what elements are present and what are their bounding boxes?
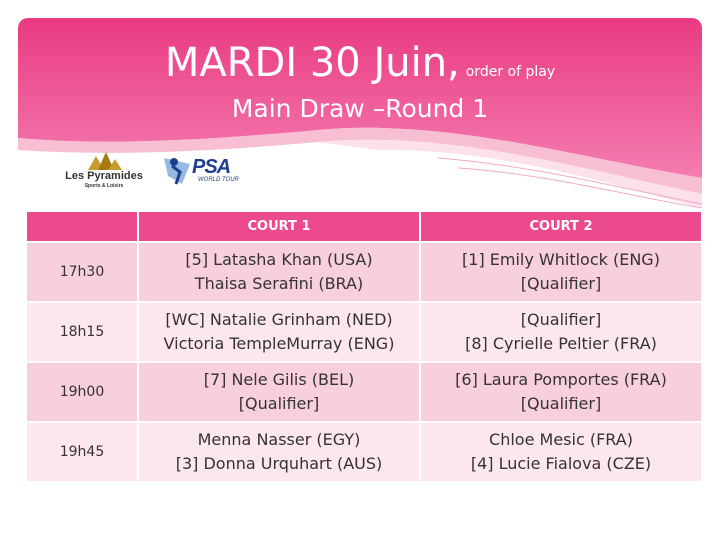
player-name: [3] Donna Urquhart (AUS) (175, 454, 383, 473)
court-1-match (138, 422, 420, 482)
les-pyramides-name: Les Pyramides (65, 170, 143, 182)
psa-logo (160, 154, 260, 190)
time-cell: 18h15 (26, 302, 138, 362)
player-name: [Qualifier] (520, 394, 602, 413)
player-name: Victoria TempleMurray (ENG) (163, 334, 395, 353)
time-cell: 17h30 (26, 242, 138, 302)
player-name: [7] Nele Gilis (BEL) (203, 370, 355, 389)
schedule-table (25, 210, 703, 483)
player-name: [5] Latasha Khan (USA) (185, 250, 373, 269)
psa-name: PSA (192, 156, 231, 178)
court-2-match (420, 422, 702, 482)
header-time (26, 211, 138, 242)
court-1-match (138, 362, 420, 422)
psa-tagline: WORLD TOUR (198, 177, 239, 183)
header-court-1: COURT 1 (138, 211, 420, 242)
title-small-text: order of play (465, 64, 556, 80)
les-pyramides-tagline: Sports & Loisirs (84, 183, 124, 189)
page-title (18, 40, 702, 86)
player-name: Chloe Mesic (FRA) (489, 430, 633, 449)
page-subtitle: Main Draw –Round 1 (231, 94, 489, 123)
player-name: Thaisa Serafini (BRA) (194, 274, 364, 293)
court-1-match (138, 302, 420, 362)
table-header-row (26, 211, 702, 242)
court-1-match (138, 242, 420, 302)
court-2-match (420, 242, 702, 302)
player-name: [8] Cyrielle Peltier (FRA) (465, 334, 657, 353)
table-row (26, 362, 702, 422)
header-court-2: COURT 2 (420, 211, 702, 242)
court-2-match (420, 302, 702, 362)
table-row (26, 242, 702, 302)
player-name: [Qualifier] (520, 274, 602, 293)
time-cell: 19h00 (26, 362, 138, 422)
title-main-text: MARDI 30 Juin, (164, 40, 460, 86)
player-name: [6] Laura Pomportes (FRA) (455, 370, 667, 389)
table-row (26, 422, 702, 482)
player-name: Menna Nasser (EGY) (197, 430, 361, 449)
les-pyramides-logo (54, 150, 154, 190)
player-name: [Qualifier] (520, 310, 602, 329)
table-row (26, 302, 702, 362)
player-name: [Qualifier] (238, 394, 320, 413)
player-name: [WC] Natalie Grinham (NED) (165, 310, 393, 329)
player-name: [4] Lucie Fialova (CZE) (470, 454, 652, 473)
pyramid-icon (54, 150, 154, 172)
time-cell: 19h45 (26, 422, 138, 482)
court-2-match (420, 362, 702, 422)
player-name: [1] Emily Whitlock (ENG) (462, 250, 660, 269)
